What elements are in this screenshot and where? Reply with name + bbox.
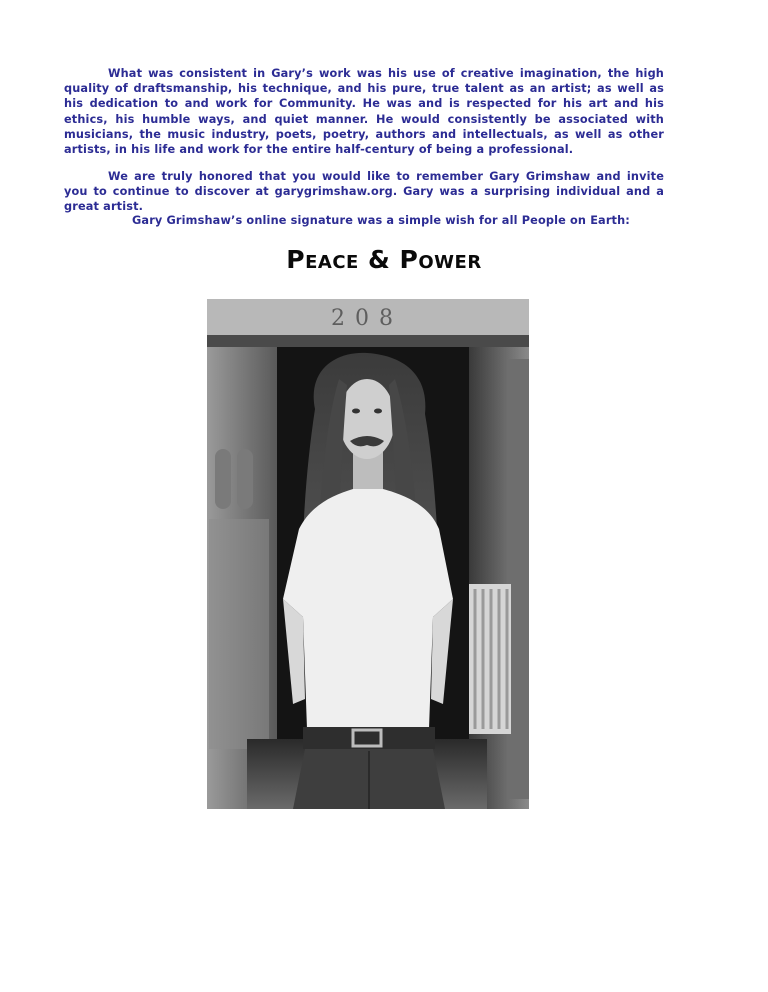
portrait-photo [207,299,529,809]
radiator [469,584,511,734]
signature-heading: Peace & Power [286,245,482,274]
paragraph-consistency: What was consistent in Gary’s work was his use of creative imagination, the high quality of draftsmanship, his technique, and his pure, true talent as an artist; as well as his dedication to and work for Community. He was and is respected for his art and his ethics, his humble ways, and quiet manner. He would consistently be associated with musicians, the music industry, poets, poetry, authors and intellectuals, as well as other artists, in his life and work for the entire half-century of being a professional. [64,67,664,157]
door-number: 208 [331,306,403,331]
paragraph-honored: We are truly honored that you would like to remember Gary Grimshaw and invite you to continue to discover at garygrimshaw.org. Gary was a surprising individual and a great artist. [64,170,664,214]
portrait-illustration [207,299,529,809]
paragraph-signature-intro: Gary Grimshaw’s online signature was a simple wish for all People on Earth: [132,214,630,227]
